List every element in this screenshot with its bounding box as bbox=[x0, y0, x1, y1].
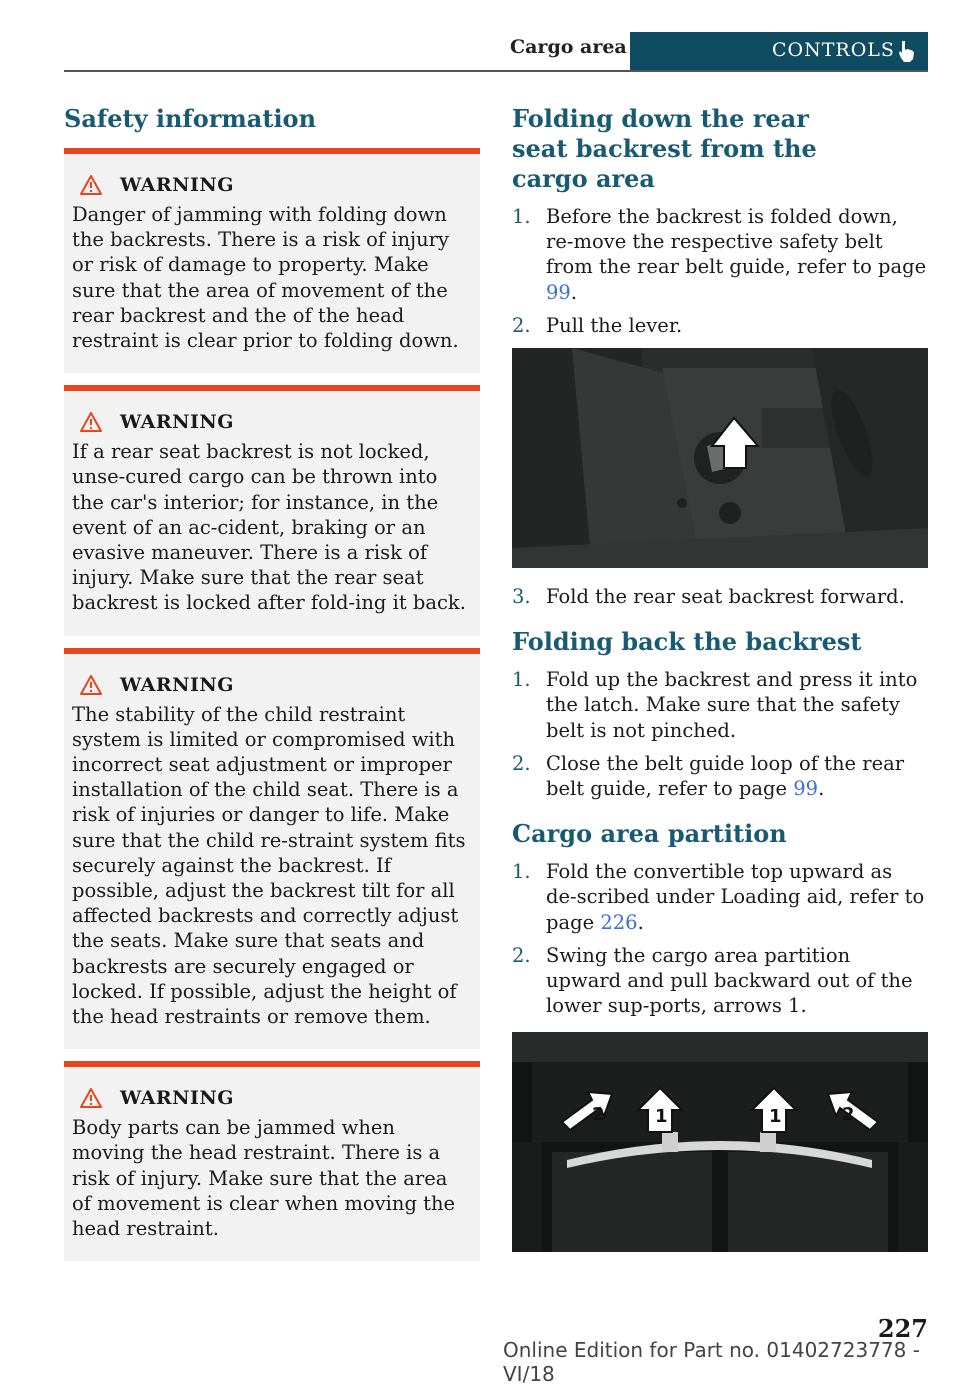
page-number: 227 bbox=[877, 1314, 928, 1343]
step-text: Before the backrest is folded down, re-move the respective safety belt from the rear belt guide, refer to page bbox=[546, 205, 927, 279]
warning-text: Danger of jamming with folding down the backrests. There is a risk of injury or risk of damage to property. Make sure that the area of movement of the rear backrest and the of the head restraint is clear prior to folding down. bbox=[72, 203, 459, 353]
step-text-end: . bbox=[570, 280, 578, 304]
list-item bbox=[512, 313, 928, 338]
safety-information-heading: Safety information bbox=[64, 104, 317, 133]
page-reference-link[interactable]: 99 bbox=[546, 280, 571, 304]
arrow-label: 1 bbox=[769, 1106, 782, 1128]
cargo-partition-heading: Cargo area partition bbox=[512, 819, 787, 849]
warning-triangle-icon bbox=[80, 175, 102, 195]
step-number: 1. bbox=[512, 205, 531, 228]
list-item bbox=[512, 751, 928, 801]
warning-label: WARNING bbox=[120, 411, 235, 434]
warning-text: The stability of the child restraint system is limited or compromised with incorrect seat adjustment or improper installation of the child seat. There is a risk of injuries or danger to life. Make sure that the child re-straint system fits securely against the backrest. If possible, adjust the backrest tilt for all affected backrests and correctly adjust the seats. Make sure that seats and backrests are securely engaged or locked. If possible, adjust the height of the head restraints or remove them. bbox=[72, 702, 466, 1029]
chapter-tab bbox=[630, 32, 928, 70]
warning-box bbox=[64, 1061, 480, 1261]
cargo-partition-illustration bbox=[512, 1032, 928, 1252]
warning-label: WARNING bbox=[120, 174, 235, 196]
step-number: 2. bbox=[512, 313, 531, 337]
folding-down-steps-continued bbox=[512, 584, 928, 609]
step-number: 2. bbox=[512, 751, 531, 775]
list-item bbox=[512, 859, 928, 935]
warning-box bbox=[64, 648, 480, 1050]
step-text: Fold the rear seat backrest forward. bbox=[546, 585, 905, 609]
section-name: Cargo area bbox=[510, 36, 627, 58]
cargo-partition-steps bbox=[512, 859, 928, 1018]
warning-triangle-icon bbox=[80, 412, 102, 432]
arrow-label: 1 bbox=[655, 1106, 668, 1128]
arrow-label: 2 bbox=[842, 1104, 855, 1126]
step-text-end: . bbox=[818, 777, 825, 801]
warning-label: WARNING bbox=[120, 1087, 235, 1110]
step-text: Fold up the backrest and press it into the latch. Make sure that the safety belt is not pinched. bbox=[546, 668, 918, 742]
step-text: Fold the convertible top upward as de-scribed under Loading aid, refer to page bbox=[546, 860, 925, 934]
warning-triangle-icon bbox=[80, 1088, 102, 1108]
step-number: 1. bbox=[512, 668, 531, 692]
step-text-end: . bbox=[637, 910, 644, 934]
warning-box bbox=[64, 148, 480, 373]
folding-back-steps bbox=[512, 667, 928, 801]
left-column bbox=[64, 104, 480, 1261]
folding-down-heading: Folding down the rear seat backrest from the cargo area bbox=[512, 104, 817, 193]
arrow-label: 2 bbox=[592, 1104, 605, 1126]
warning-triangle-icon bbox=[80, 675, 102, 695]
list-item bbox=[512, 943, 928, 1019]
chapter-name: CONTROLS bbox=[772, 39, 895, 61]
lever-photo bbox=[512, 348, 928, 568]
warning-label: WARNING bbox=[120, 673, 235, 696]
cargo-partition-photo bbox=[512, 1032, 928, 1252]
warning-header bbox=[72, 1085, 472, 1111]
list-item bbox=[512, 204, 928, 305]
pointing-hand-icon bbox=[896, 39, 918, 63]
page-reference-link[interactable]: 226 bbox=[600, 910, 638, 934]
warning-header bbox=[72, 172, 472, 198]
step-number: 1. bbox=[512, 860, 531, 884]
lever-illustration bbox=[512, 348, 928, 568]
warning-header bbox=[72, 409, 472, 435]
list-item bbox=[512, 667, 928, 743]
step-number: 2. bbox=[512, 943, 531, 967]
right-column bbox=[512, 104, 928, 1252]
warning-header bbox=[72, 672, 472, 698]
edition-note: Online Edition for Part no. 01402723778 - VI/18 bbox=[503, 1338, 920, 1386]
warning-box bbox=[64, 385, 480, 635]
warning-text: If a rear seat backrest is not locked, unse-cured cargo can be thrown into the car's interior; for instance, in the event of an ac-cident, braking or an evasive maneuver. There is a risk of injury. Make sure that the rear seat backrest is locked after fold-ing it back. bbox=[72, 440, 466, 615]
list-item bbox=[512, 584, 928, 609]
step-text: Pull the lever. bbox=[546, 313, 683, 337]
header-rule bbox=[64, 70, 928, 72]
folding-back-heading: Folding back the backrest bbox=[512, 627, 862, 657]
warning-list bbox=[64, 148, 480, 1261]
warning-text: Body parts can be jammed when moving the head restraint. There is a risk of injury. Make sure that the area of movement is clear when moving the head restraint. bbox=[72, 1116, 456, 1241]
folding-down-steps bbox=[512, 204, 928, 338]
step-number: 3. bbox=[512, 585, 531, 609]
page-reference-link[interactable]: 99 bbox=[793, 777, 819, 801]
step-text: Close the belt guide loop of the rear belt guide, refer to page bbox=[546, 751, 905, 801]
step-text: Swing the cargo area partition upward and pull backward out of the lower sup-ports, arrows 1. bbox=[546, 943, 913, 1018]
